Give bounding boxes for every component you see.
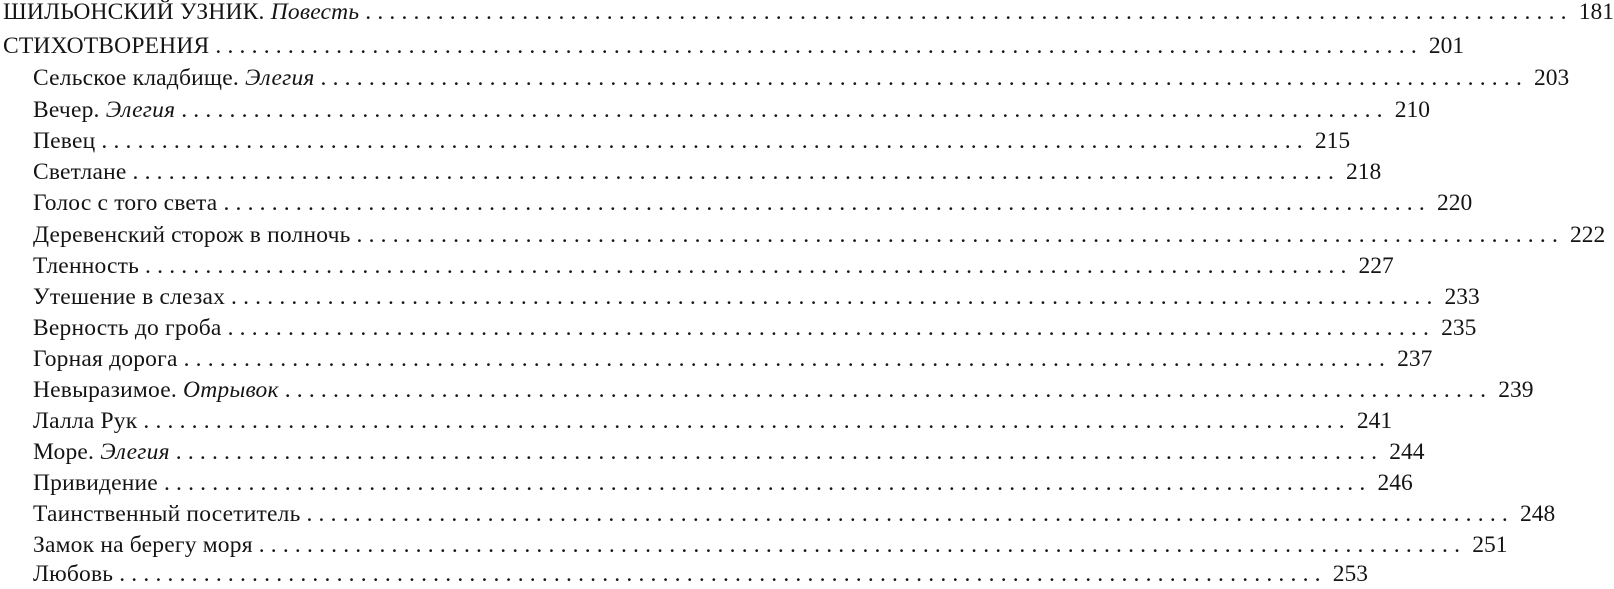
toc-entry	[33, 375, 1534, 405]
toc-entry-page-number: 227	[1358, 253, 1394, 279]
toc-entry-title	[33, 63, 315, 93]
toc-entry	[33, 499, 1556, 529]
toc-entry-page-number: 215	[1314, 128, 1351, 154]
toc-entry-title	[3, 31, 209, 61]
dot-leader: ....................................................................................................	[227, 315, 1436, 341]
toc-entry	[33, 157, 1382, 187]
toc-entry-title	[33, 530, 253, 560]
dot-leader: ....................................................................................................	[320, 65, 1529, 91]
toc-entry-title	[33, 282, 225, 312]
toc-entry	[3, 0, 1614, 27]
toc-entry	[33, 188, 1473, 218]
dot-leader: ....................................................................................................	[175, 439, 1384, 465]
toc-entry-title	[33, 406, 137, 436]
toc-entry-page-number: 201	[1428, 33, 1465, 59]
toc-entry-page-number: 241	[1356, 408, 1393, 434]
dot-leader: ....................................................................................................	[132, 159, 1341, 185]
dot-leader: ....................................................................................................	[183, 346, 1392, 372]
toc-entry-title-text: Светлане	[33, 159, 127, 185]
toc-entry	[33, 468, 1413, 498]
toc-entry-title-text: Тленность	[33, 253, 140, 279]
dot-leader: ....................................................................................................	[306, 501, 1514, 527]
toc-entry-page-number: 220	[1436, 190, 1473, 216]
toc-entry-title	[33, 468, 158, 498]
dot-leader: ....................................................................................................	[145, 253, 1353, 279]
toc-entry-page-number: 233	[1444, 284, 1480, 310]
toc-entry	[3, 31, 1465, 61]
toc-entry-page-number: 251	[1472, 532, 1508, 558]
toc-entry	[33, 559, 1368, 589]
toc-entry-page-number: 253	[1332, 561, 1368, 587]
toc-entry-title	[33, 375, 279, 405]
toc-entry-subtitle: Элегия	[105, 97, 176, 123]
toc-entry	[33, 63, 1570, 93]
toc-entry-page-number: 210	[1394, 97, 1430, 123]
toc-entry-title-text: Голос с того света	[33, 190, 218, 216]
toc-entry-title	[33, 220, 351, 250]
toc-entry-page-number: 248	[1519, 501, 1556, 527]
toc-entry-title-text: Певец	[33, 128, 96, 154]
toc-entry-title-text: Сельское кладбище.	[33, 65, 239, 91]
toc-entry-page-number: 239	[1498, 377, 1534, 403]
toc-entry-title-text: СТИХОТВОРЕНИЯ	[3, 33, 210, 59]
toc-entry-title-text: Море.	[33, 439, 95, 465]
toc-entry-page-number: 203	[1534, 65, 1570, 91]
toc-entry-page-number: 237	[1397, 346, 1433, 372]
toc-entry-title-text: ШИЛЬОНСКИЙ УЗНИК.	[3, 0, 265, 25]
toc-entry	[33, 313, 1477, 343]
dot-leader: ....................................................................................................	[284, 377, 1493, 403]
toc-entry-title-text: Любовь	[33, 561, 114, 587]
toc-entry-title	[33, 499, 300, 529]
toc-entry-page-number: 181	[1578, 0, 1614, 25]
toc-entry-title	[33, 344, 178, 374]
dot-leader: ....................................................................................................	[181, 97, 1389, 123]
toc-entry	[33, 437, 1425, 467]
toc-entry-title-text: Вечер.	[33, 97, 100, 123]
toc-entry	[33, 251, 1394, 281]
toc-entry-subtitle: Отрывок	[183, 377, 279, 403]
dot-leader: ....................................................................................................	[223, 190, 1431, 216]
toc-entry-title	[33, 126, 95, 156]
toc-entry-title	[33, 559, 113, 589]
toc-entry-page-number: 235	[1441, 315, 1477, 341]
toc-entry-title	[33, 313, 222, 343]
toc-entry	[33, 95, 1430, 125]
toc-entry-title	[33, 251, 139, 281]
toc-entry-subtitle: Элегия	[100, 439, 170, 465]
toc-entry	[33, 530, 1508, 560]
toc-entry-subtitle: Повесть	[270, 0, 360, 25]
toc-entry-page-number: 222	[1570, 222, 1606, 248]
dot-leader: ....................................................................................................	[101, 128, 1309, 154]
toc-entry-subtitle: Элегия	[244, 65, 315, 91]
toc-entry-title-text: Деревенский сторож в полночь	[33, 222, 351, 248]
dot-leader: ....................................................................................................	[231, 284, 1439, 310]
toc-entry-page-number: 218	[1346, 159, 1382, 185]
toc-entry-title	[3, 0, 359, 27]
toc-entry-title-text: Утешение в слезах	[33, 284, 226, 310]
toc-entry-title-text: Верность до гроба	[33, 315, 222, 341]
toc-entry	[33, 282, 1480, 312]
toc-entry	[33, 344, 1433, 374]
dot-leader: ....................................................................................................	[119, 561, 1327, 587]
toc-entry	[33, 220, 1606, 250]
dot-leader: ....................................................................................................	[258, 532, 1467, 558]
dot-leader: ....................................................................................................	[163, 470, 1372, 496]
toc-entry-title	[33, 437, 170, 467]
toc-entry-title	[33, 188, 217, 218]
toc-entry-title-text: Горная дорога	[33, 346, 178, 372]
toc-entry-title-text: Невыразимое.	[33, 377, 177, 403]
dot-leader: ....................................................................................................	[215, 33, 1423, 59]
toc-entry-title-text: Привидение	[33, 470, 158, 496]
toc-entry-title-text: Замок на берегу моря	[33, 532, 253, 558]
toc-entry-title-text: Таинственный посетитель	[33, 501, 301, 527]
toc-entry-title-text: Лалла Рук	[33, 408, 138, 434]
toc-entry-page-number: 244	[1389, 439, 1425, 465]
toc-entry	[33, 406, 1393, 436]
dot-leader: ....................................................................................................	[143, 408, 1351, 434]
dot-leader: ....................................................................................................	[356, 222, 1565, 248]
toc-entry-title	[33, 95, 175, 125]
toc-entry-page-number: 246	[1377, 470, 1413, 496]
toc-entry	[33, 126, 1351, 156]
toc-entry-title	[33, 157, 127, 187]
dot-leader: ....................................................................................................	[365, 0, 1573, 25]
